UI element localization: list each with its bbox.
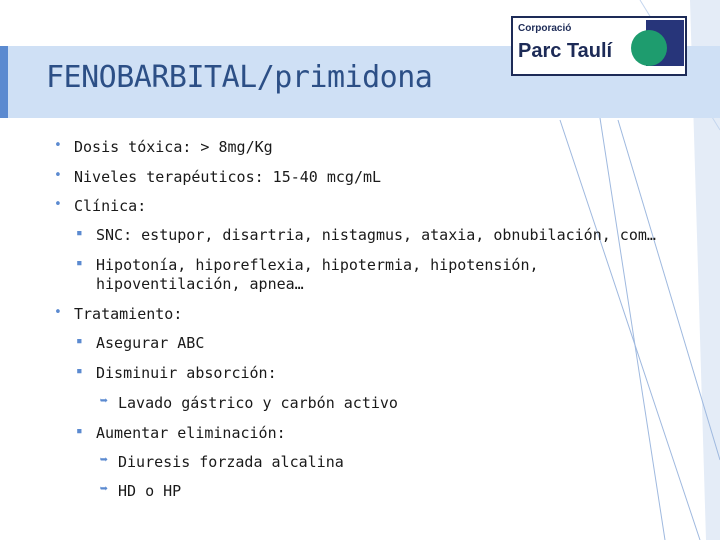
bullet-text: Asegurar ABC xyxy=(96,334,205,352)
bullet-text: Dosis tóxica: > 8mg/Kg xyxy=(74,138,273,156)
sub-bullet-dot-icon: ▪ xyxy=(76,226,83,239)
logo-line2: Parc Taulí xyxy=(518,40,613,62)
sub-bullet-snc xyxy=(76,226,656,244)
bullet-text: Clínica: xyxy=(74,197,147,215)
bullet-tratamiento xyxy=(54,305,183,323)
bullet-text: hipoventilación, apnea… xyxy=(96,275,304,293)
sub-bullet-eliminacion xyxy=(76,424,286,442)
bullet-niveles xyxy=(54,168,382,186)
sub-bullet-dot-icon: ▪ xyxy=(76,334,83,347)
bullet-dot-icon: • xyxy=(54,138,62,153)
bullet-text: SNC: estupor, disartria, nistagmus, ataxia, obnubilación, com… xyxy=(96,226,656,244)
bullet-dot-icon: • xyxy=(54,305,62,320)
sub-bullet-hipotonia-cont xyxy=(96,275,304,293)
bullet-text: Niveles terapéuticos: 15-40 mcg/mL xyxy=(74,168,382,186)
arrow-bullet-icon: ➥ xyxy=(100,482,108,497)
sub-bullet-dot-icon: ▪ xyxy=(76,364,83,377)
arrow-bullet-icon: ➥ xyxy=(100,453,108,468)
logo-line1: Corporació xyxy=(518,23,572,34)
bullet-dot-icon: • xyxy=(54,197,62,212)
sub-bullet-dot-icon: ▪ xyxy=(76,256,83,269)
arrow-bullet-icon: ➥ xyxy=(100,394,108,409)
sub-sub-bullet-hd xyxy=(100,482,182,500)
sub-bullet-abc xyxy=(76,334,205,352)
sub-sub-bullet-lavado xyxy=(100,394,398,412)
slide-title: FENOBARBITAL/primidona xyxy=(46,60,433,95)
bullet-clinica xyxy=(54,197,147,215)
bullet-dosis xyxy=(54,138,273,156)
sub-bullet-absorcion xyxy=(76,364,277,382)
bullet-text: Diuresis forzada alcalina xyxy=(118,453,344,471)
sub-bullet-hipotonia xyxy=(76,256,539,274)
bullet-dot-icon: • xyxy=(54,168,62,183)
bullet-text: Aumentar eliminación: xyxy=(96,424,286,442)
bullet-text: Lavado gástrico y carbón activo xyxy=(118,394,398,412)
sub-bullet-dot-icon: ▪ xyxy=(76,424,83,437)
bullet-text: Tratamiento: xyxy=(74,305,183,323)
sub-sub-bullet-diuresis xyxy=(100,453,344,471)
bullet-text: HD o HP xyxy=(118,482,182,500)
bullet-text: Hipotonía, hiporeflexia, hipotermia, hipotensión, xyxy=(96,256,539,274)
bullet-text: Disminuir absorción: xyxy=(96,364,277,382)
